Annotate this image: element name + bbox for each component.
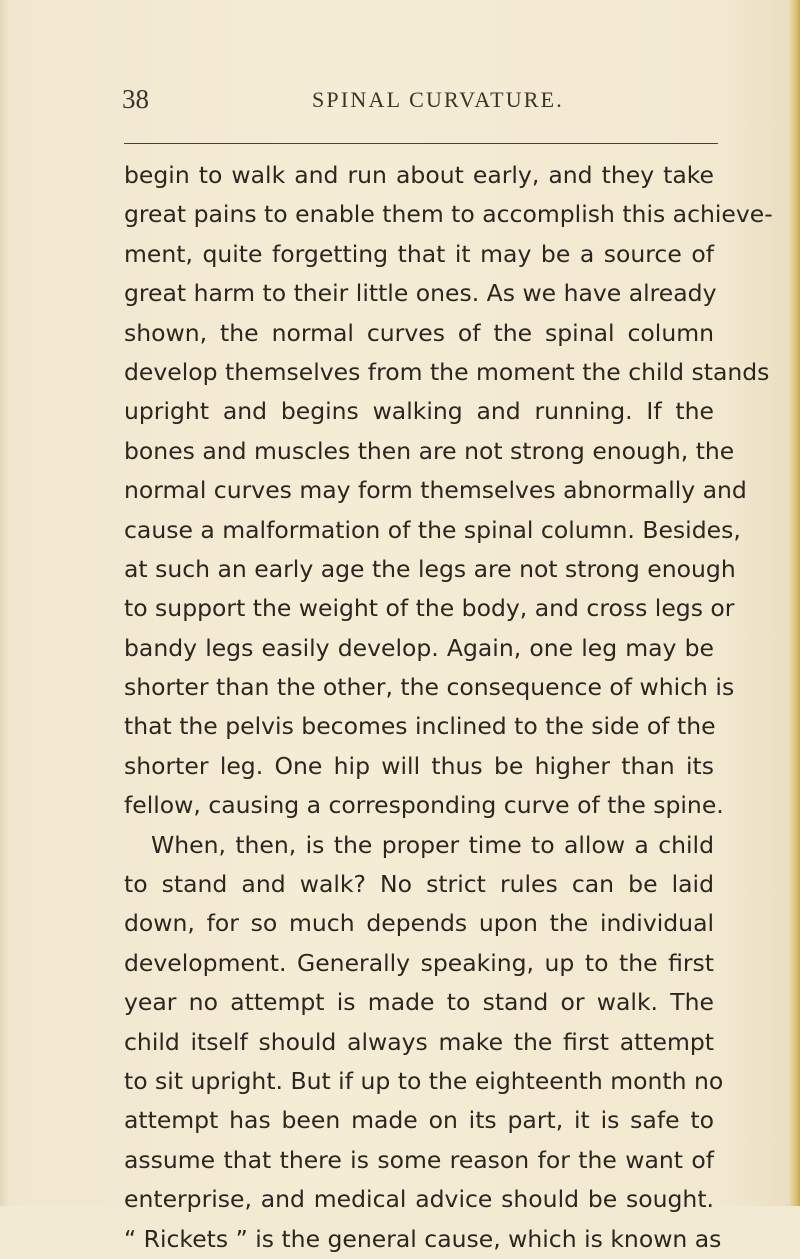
text-line: begin to walk and run about early, and they take [124,161,714,189]
text-line: shown, the normal curves of the spinal column [124,318,714,347]
body-text [124,156,773,1259]
text-line: great harm to their little ones. As we have already [124,279,717,308]
text-line: normal curves may form themselves abnormally and [124,476,747,505]
text-line: fellow, causing a corresponding curve of the spine. [124,791,724,820]
text-line: When, then, is the proper time to allow a child [151,830,714,859]
text-line: ment, quite forgetting that it may be a source of [124,239,714,268]
text-line: develop themselves from the moment the child stands [124,357,770,386]
text-line: to support the weight of the body, and cross legs or [124,594,735,623]
text-line: attempt has been made on its part, it is safe to [124,1106,714,1135]
text-line: year no attempt is made to stand or walk. The [124,988,714,1017]
page-number: 38 [122,84,149,114]
text-line: great pains to enable them to accomplish this achieve- [124,200,773,229]
text-line: cause a malformation of the spinal column. Besides, [124,515,741,544]
text-line: that the pelvis becomes inclined to the side of the [124,712,716,741]
running-head: SPINAL CURVATURE. [312,87,565,112]
page-fore-edge [790,0,800,1206]
text-line: shorter than the other, the consequence of which is [124,673,735,702]
text-line: “ Rickets ” is the general cause, which is known as [124,1224,722,1253]
text-line: bandy legs easily develop. Again, one leg may be [124,633,714,662]
text-line: upright and begins walking and running. If the [124,397,714,426]
text-line: bones and muscles then are not strong enough, the [124,436,735,465]
page-header [122,84,718,124]
text-line: to sit upright. But if up to the eighteenth month no [124,1066,724,1095]
header-rule [124,143,718,144]
page-gutter-edge [0,0,8,1206]
text-line: shorter leg. One hip will thus be higher than its [124,751,714,780]
text-line: to stand and walk? No strict rules can be laid [124,870,714,899]
text-line: down, for so much depends upon the individual [124,909,714,938]
text-line: assume that there is some reason for the want of [124,1145,714,1174]
text-line: at such an early age the legs are not strong enough [124,554,736,583]
text-line: development. Generally speaking, up to the first [124,948,714,977]
text-line: child itself should always make the first attempt [124,1027,714,1056]
text-line: enterprise, and medical advice should be sought. [124,1185,714,1214]
